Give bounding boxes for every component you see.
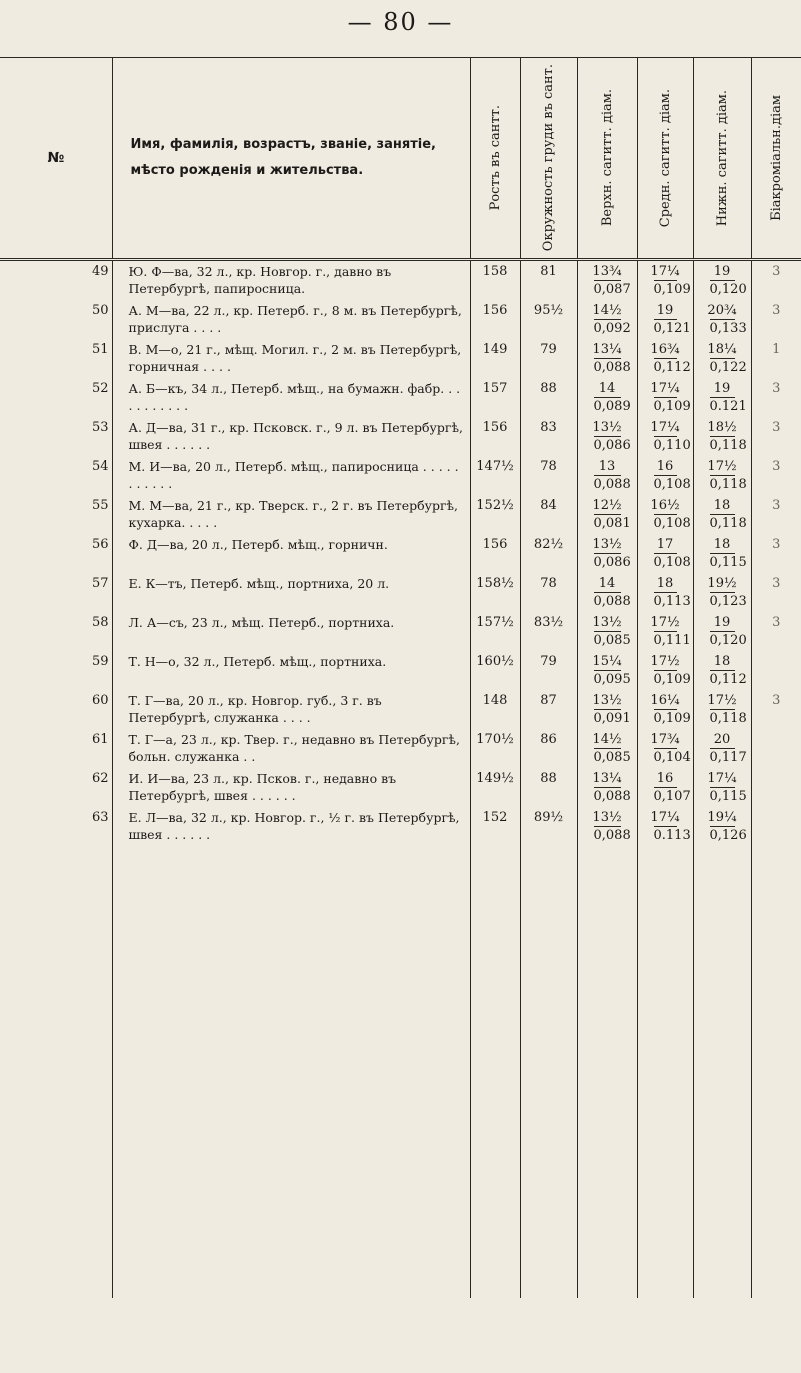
- lower-sagittal: [693, 419, 751, 458]
- person-description: М. М—ва, 21 г., кр. Тверск. г., 2 г. въ Петербургѣ, кухарка. . . . .: [112, 497, 470, 536]
- upper-sagittal-diameter: 14: [598, 576, 616, 591]
- row-number: 56: [0, 536, 112, 575]
- upper-sagittal-index: 0,088: [593, 828, 631, 843]
- upper-sagittal: [577, 653, 637, 692]
- chest-value: 78: [520, 458, 577, 497]
- table-row: [0, 341, 801, 380]
- lower-sagittal-index: 0,123: [709, 594, 747, 609]
- person-description: Л. А—съ, 23 л., мѣщ. Петерб., портниха.: [112, 614, 470, 653]
- lower-sagittal-diameter: 20¾: [707, 303, 737, 318]
- lower-sagittal-index: 0,120: [709, 282, 747, 297]
- biacromial-value: 3: [751, 260, 801, 303]
- table-row: [0, 302, 801, 341]
- upper-sagittal-diameter: 13½: [592, 693, 622, 708]
- lower-sagittal: [693, 575, 751, 614]
- lower-sagittal-index: 0,126: [709, 828, 747, 843]
- biacromial-value: 3: [751, 380, 801, 419]
- person-description: А. Д—ва, 31 г., кр. Псковск. г., 9 л. въ Петербургѣ, швея . . . . . .: [112, 419, 470, 458]
- column-header-number: №: [0, 58, 112, 260]
- upper-sagittal: [577, 302, 637, 341]
- upper-sagittal-diameter: 13¼: [592, 771, 622, 786]
- height-value: 149: [470, 341, 520, 380]
- lower-sagittal-diameter: 20: [713, 732, 731, 747]
- chest-value: 88: [520, 770, 577, 809]
- middle-sagittal-diameter: 16: [656, 771, 674, 786]
- chest-value: 82½: [520, 536, 577, 575]
- row-number: 62: [0, 770, 112, 809]
- column-header-lower-sagittal: Нижн. сагитт. діам.: [693, 58, 751, 260]
- middle-sagittal-index: 0,109: [653, 672, 691, 687]
- lower-sagittal-diameter: 17¼: [707, 771, 737, 786]
- upper-sagittal: [577, 770, 637, 809]
- column-header-biacromial: Біакроміальн.діам: [751, 58, 801, 260]
- lower-sagittal-index: 0,118: [709, 477, 747, 492]
- lower-sagittal: [693, 458, 751, 497]
- upper-sagittal-diameter: 12½: [592, 498, 622, 513]
- lower-sagittal: [693, 497, 751, 536]
- empty-cell: [112, 848, 470, 1298]
- chest-value: 79: [520, 653, 577, 692]
- table-row: [0, 692, 801, 731]
- chest-value: 81: [520, 260, 577, 303]
- upper-sagittal-index: 0,085: [593, 633, 631, 648]
- middle-sagittal-diameter: 17¼: [650, 381, 680, 396]
- biacromial-value: 3: [751, 419, 801, 458]
- lower-sagittal: [693, 653, 751, 692]
- upper-sagittal-index: 0,088: [593, 477, 631, 492]
- table-row: [0, 731, 801, 770]
- biacromial-value: [751, 770, 801, 809]
- person-description: Ф. Д—ва, 20 л., Петерб. мѣщ., горничн.: [112, 536, 470, 575]
- middle-sagittal: [637, 653, 693, 692]
- upper-sagittal-index: 0,095: [593, 672, 631, 687]
- middle-sagittal: [637, 458, 693, 497]
- height-value: 156: [470, 536, 520, 575]
- middle-sagittal-diameter: 16¼: [650, 693, 680, 708]
- column-header-name: Имя, фамилія, возрастъ, званіе, занятіе, мѣсто рожденія и жительства.: [112, 58, 470, 260]
- biacromial-value: 3: [751, 497, 801, 536]
- upper-sagittal: [577, 419, 637, 458]
- middle-sagittal-index: 0,113: [653, 594, 691, 609]
- height-value: 170½: [470, 731, 520, 770]
- row-number: 63: [0, 809, 112, 848]
- table-row: [0, 536, 801, 575]
- table-row: [0, 614, 801, 653]
- lower-sagittal-index: 0,118: [709, 711, 747, 726]
- lower-sagittal: [693, 536, 751, 575]
- upper-sagittal: [577, 458, 637, 497]
- person-description: И. И—ва, 23 л., кр. Псков. г., недавно въ Петербургѣ, швея . . . . . .: [112, 770, 470, 809]
- height-value: 152: [470, 809, 520, 848]
- table-row: [0, 497, 801, 536]
- upper-sagittal-diameter: 14½: [592, 303, 622, 318]
- lower-sagittal-diameter: 17½: [707, 693, 737, 708]
- table-row: [0, 575, 801, 614]
- middle-sagittal: [637, 770, 693, 809]
- upper-sagittal: [577, 380, 637, 419]
- middle-sagittal-diameter: 17¼: [650, 810, 680, 825]
- biacromial-value: [751, 809, 801, 848]
- upper-sagittal: [577, 809, 637, 848]
- upper-sagittal: [577, 575, 637, 614]
- middle-sagittal-index: 0,110: [653, 438, 691, 453]
- upper-sagittal-diameter: 13¼: [592, 342, 622, 357]
- upper-sagittal-index: 0,081: [593, 516, 631, 531]
- middle-sagittal-index: 0,108: [653, 477, 691, 492]
- middle-sagittal-index: 0,109: [653, 282, 691, 297]
- upper-sagittal-index: 0,091: [593, 711, 631, 726]
- column-header-middle-sagittal: Средн. сагитт. діам.: [637, 58, 693, 260]
- row-number: 53: [0, 419, 112, 458]
- middle-sagittal-index: 0,108: [653, 516, 691, 531]
- middle-sagittal-index: 0,121: [653, 321, 691, 336]
- person-description: Т. Н—о, 32 л., Петерб. мѣщ., портниха.: [112, 653, 470, 692]
- middle-sagittal: [637, 497, 693, 536]
- middle-sagittal: [637, 731, 693, 770]
- height-value: 158½: [470, 575, 520, 614]
- empty-cell: [577, 848, 637, 1298]
- middle-sagittal: [637, 614, 693, 653]
- biacromial-value: 3: [751, 302, 801, 341]
- lower-sagittal: [693, 341, 751, 380]
- lower-sagittal-diameter: 19: [713, 381, 731, 396]
- person-description: Е. К—тъ, Петерб. мѣщ., портниха, 20 л.: [112, 575, 470, 614]
- middle-sagittal: [637, 341, 693, 380]
- upper-sagittal-index: 0,086: [593, 438, 631, 453]
- chest-value: 83: [520, 419, 577, 458]
- lower-sagittal-index: 0,117: [709, 750, 747, 765]
- upper-sagittal-index: 0,088: [593, 594, 631, 609]
- lower-sagittal: [693, 731, 751, 770]
- table-row: [0, 419, 801, 458]
- table-row: [0, 809, 801, 848]
- middle-sagittal: [637, 575, 693, 614]
- lower-sagittal: [693, 692, 751, 731]
- chest-value: 86: [520, 731, 577, 770]
- row-number: 58: [0, 614, 112, 653]
- empty-cell: [637, 848, 693, 1298]
- middle-sagittal-index: 0,109: [653, 399, 691, 414]
- lower-sagittal-diameter: 18½: [707, 420, 737, 435]
- table-row: [0, 380, 801, 419]
- middle-sagittal-diameter: 19: [656, 303, 674, 318]
- middle-sagittal: [637, 419, 693, 458]
- row-number: 57: [0, 575, 112, 614]
- biacromial-value: 3: [751, 458, 801, 497]
- middle-sagittal-index: 0,111: [653, 633, 691, 648]
- row-number: 61: [0, 731, 112, 770]
- middle-sagittal: [637, 536, 693, 575]
- lower-sagittal: [693, 770, 751, 809]
- person-description: Т. Г—а, 23 л., кр. Твер. г., недавно въ Петербургѣ, больн. служанка . .: [112, 731, 470, 770]
- upper-sagittal-diameter: 15¼: [592, 654, 622, 669]
- lower-sagittal: [693, 809, 751, 848]
- middle-sagittal-diameter: 17½: [650, 615, 680, 630]
- height-value: 160½: [470, 653, 520, 692]
- lower-sagittal-index: 0,133: [709, 321, 747, 336]
- biacromial-value: 3: [751, 692, 801, 731]
- lower-sagittal-diameter: 19½: [707, 576, 737, 591]
- row-number: 55: [0, 497, 112, 536]
- height-value: 152½: [470, 497, 520, 536]
- row-number: 49: [0, 260, 112, 303]
- height-value: 149½: [470, 770, 520, 809]
- height-value: 157½: [470, 614, 520, 653]
- height-value: 148: [470, 692, 520, 731]
- row-number: 60: [0, 692, 112, 731]
- lower-sagittal-index: 0,115: [709, 789, 747, 804]
- table-row: [0, 770, 801, 809]
- middle-sagittal-index: 0,104: [653, 750, 691, 765]
- upper-sagittal-index: 0,092: [593, 321, 631, 336]
- lower-sagittal-diameter: 18: [713, 498, 731, 513]
- upper-sagittal: [577, 731, 637, 770]
- height-value: 156: [470, 302, 520, 341]
- chest-value: 88: [520, 380, 577, 419]
- lower-sagittal: [693, 614, 751, 653]
- row-number: 52: [0, 380, 112, 419]
- empty-filler-row: [0, 848, 801, 1298]
- biacromial-value: [751, 653, 801, 692]
- upper-sagittal-diameter: 13½: [592, 615, 622, 630]
- upper-sagittal-diameter: 13½: [592, 810, 622, 825]
- chest-value: 79: [520, 341, 577, 380]
- upper-sagittal-diameter: 13½: [592, 537, 622, 552]
- chest-value: 84: [520, 497, 577, 536]
- middle-sagittal-index: 0,107: [653, 789, 691, 804]
- page-number: — 80 —: [347, 8, 454, 36]
- upper-sagittal: [577, 692, 637, 731]
- middle-sagittal-index: 0,112: [653, 360, 691, 375]
- upper-sagittal-index: 0,087: [593, 282, 631, 297]
- upper-sagittal: [577, 341, 637, 380]
- upper-sagittal-diameter: 13: [598, 459, 616, 474]
- upper-sagittal: [577, 614, 637, 653]
- column-header-upper-sagittal: Верхн. сагитт. діам.: [577, 58, 637, 260]
- lower-sagittal: [693, 380, 751, 419]
- upper-sagittal-index: 0,088: [593, 360, 631, 375]
- lower-sagittal-diameter: 19: [713, 264, 731, 279]
- table-row: [0, 260, 801, 303]
- upper-sagittal: [577, 260, 637, 303]
- upper-sagittal-index: 0,085: [593, 750, 631, 765]
- height-value: 158: [470, 260, 520, 303]
- row-number: 51: [0, 341, 112, 380]
- middle-sagittal-diameter: 16¾: [650, 342, 680, 357]
- upper-sagittal: [577, 497, 637, 536]
- lower-sagittal-index: 0,122: [709, 360, 747, 375]
- middle-sagittal-diameter: 17¼: [650, 264, 680, 279]
- lower-sagittal-diameter: 19¼: [707, 810, 737, 825]
- biacromial-value: 3: [751, 536, 801, 575]
- empty-cell: [693, 848, 751, 1298]
- empty-cell: [520, 848, 577, 1298]
- person-description: А. Б—къ, 34 л., Петерб. мѣщ., на бумажн. фабр. . . . . . . . . . .: [112, 380, 470, 419]
- upper-sagittal-diameter: 13½: [592, 420, 622, 435]
- height-value: 156: [470, 419, 520, 458]
- column-header-chest: Окружность груди въ сант.: [520, 58, 577, 260]
- column-header-height: Ростъ въ сантт.: [470, 58, 520, 260]
- upper-sagittal-index: 0,089: [593, 399, 631, 414]
- middle-sagittal-diameter: 17: [656, 537, 674, 552]
- middle-sagittal: [637, 380, 693, 419]
- chest-value: 89½: [520, 809, 577, 848]
- person-description: А. М—ва, 22 л., кр. Петерб. г., 8 м. въ Петербургѣ, прислуга . . . .: [112, 302, 470, 341]
- biacromial-value: 3: [751, 614, 801, 653]
- person-description: М. И—ва, 20 л., Петерб. мѣщ., папиросница . . . . . . . . . . .: [112, 458, 470, 497]
- row-number: 59: [0, 653, 112, 692]
- table-body: [0, 260, 801, 1299]
- chest-value: 95½: [520, 302, 577, 341]
- middle-sagittal-diameter: 16: [656, 459, 674, 474]
- upper-sagittal-diameter: 14: [598, 381, 616, 396]
- upper-sagittal-index: 0,086: [593, 555, 631, 570]
- upper-sagittal-index: 0,088: [593, 789, 631, 804]
- middle-sagittal-index: 0.113: [653, 828, 691, 843]
- middle-sagittal: [637, 692, 693, 731]
- person-description: В. М—о, 21 г., мѣщ. Могил. г., 2 м. въ Петербургѣ, горничная . . . .: [112, 341, 470, 380]
- lower-sagittal-diameter: 19: [713, 615, 731, 630]
- middle-sagittal-diameter: 17¾: [650, 732, 680, 747]
- lower-sagittal-index: 0,118: [709, 516, 747, 531]
- lower-sagittal-index: 0,120: [709, 633, 747, 648]
- middle-sagittal: [637, 809, 693, 848]
- middle-sagittal-index: 0,108: [653, 555, 691, 570]
- lower-sagittal-diameter: 18¼: [707, 342, 737, 357]
- table-row: [0, 653, 801, 692]
- middle-sagittal-diameter: 16½: [650, 498, 680, 513]
- lower-sagittal: [693, 302, 751, 341]
- biacromial-value: [751, 731, 801, 770]
- person-description: Е. Л—ва, 32 л., кр. Новгор. г., ½ г. въ Петербургѣ, швея . . . . . .: [112, 809, 470, 848]
- lower-sagittal-index: 0,118: [709, 438, 747, 453]
- middle-sagittal-diameter: 17¼: [650, 420, 680, 435]
- upper-sagittal-diameter: 14½: [592, 732, 622, 747]
- table-header-row: [0, 58, 801, 260]
- upper-sagittal-diameter: 13¾: [592, 264, 622, 279]
- middle-sagittal: [637, 302, 693, 341]
- chest-value: 78: [520, 575, 577, 614]
- middle-sagittal-diameter: 17½: [650, 654, 680, 669]
- lower-sagittal-diameter: 17½: [707, 459, 737, 474]
- row-number: 50: [0, 302, 112, 341]
- empty-cell: [0, 848, 112, 1298]
- biacromial-value: 1: [751, 341, 801, 380]
- lower-sagittal-diameter: 18: [713, 654, 731, 669]
- person-description: Т. Г—ва, 20 л., кр. Новгор. губ., 3 г. въ Петербургѣ, служанка . . . .: [112, 692, 470, 731]
- chest-value: 83½: [520, 614, 577, 653]
- lower-sagittal-index: 0,115: [709, 555, 747, 570]
- middle-sagittal-index: 0,109: [653, 711, 691, 726]
- height-value: 157: [470, 380, 520, 419]
- biacromial-value: 3: [751, 575, 801, 614]
- empty-cell: [470, 848, 520, 1298]
- person-description: Ю. Ф—ва, 32 л., кр. Новгор. г., давно въ Петербургѣ, папиросница.: [112, 260, 470, 303]
- lower-sagittal-index: 0,112: [709, 672, 747, 687]
- empty-cell: [751, 848, 801, 1298]
- row-number: 54: [0, 458, 112, 497]
- lower-sagittal: [693, 260, 751, 303]
- table-row: [0, 458, 801, 497]
- lower-sagittal-index: 0.121: [709, 399, 747, 414]
- height-value: 147½: [470, 458, 520, 497]
- anthropometric-table: [0, 57, 801, 1298]
- chest-value: 87: [520, 692, 577, 731]
- middle-sagittal: [637, 260, 693, 303]
- middle-sagittal-diameter: 18: [656, 576, 674, 591]
- upper-sagittal: [577, 536, 637, 575]
- lower-sagittal-diameter: 18: [713, 537, 731, 552]
